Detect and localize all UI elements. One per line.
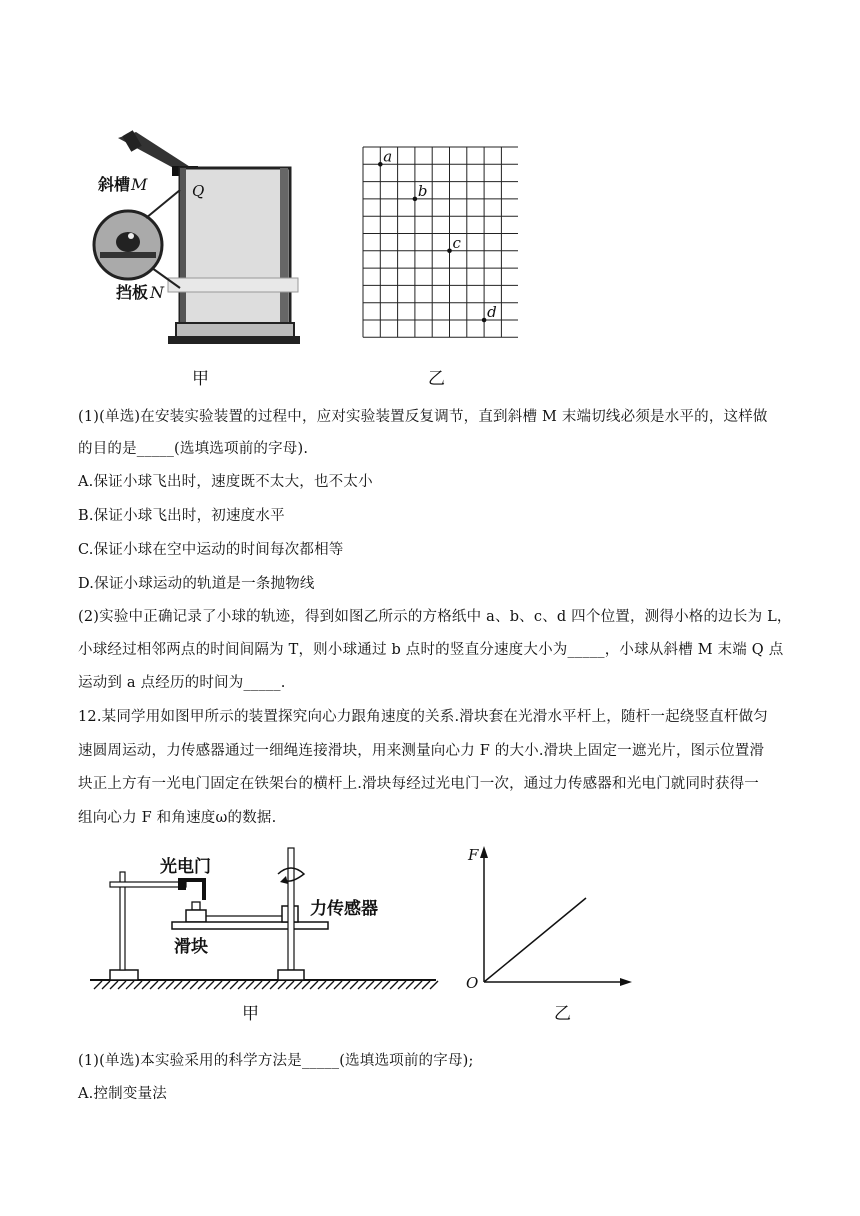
grid-point-c	[447, 249, 452, 254]
figure2-apparatus	[88, 842, 448, 1027]
label-chute: 斜槽	[98, 175, 131, 194]
graph-origin-label: O	[466, 974, 479, 992]
grid-point-d	[482, 318, 487, 323]
q11-part2-line3: 运动到 a 点经历的时间为_____.	[78, 675, 286, 691]
grid-point-label-d: d	[487, 303, 497, 321]
grid-point-label-a: a	[383, 147, 393, 166]
label-board-letter: N	[150, 283, 164, 302]
figure1-grid	[362, 146, 518, 352]
q12-stem-line2: 速圆周运动，力传感器通过一细绳连接滑块，用来测量向心力 F 的大小.滑块上固定一遮光片，图示位置滑	[78, 743, 765, 759]
grid-point-label-b: b	[417, 181, 428, 200]
q12-stem-line4: 组向心力 F 和角速度ω的数据.	[78, 810, 277, 826]
figure2-graph	[460, 842, 640, 1022]
figure1-apparatus	[88, 130, 318, 355]
figure2-caption-left: 甲	[242, 1004, 259, 1024]
figure2-caption-right: 乙	[554, 1004, 571, 1024]
grid-point-a	[378, 162, 383, 167]
q11-part1-line1: (1)(单选)在安装实验装置的过程中，应对实验装置反复调节，直到斜槽 M 末端切线必须是水平的，这样做	[78, 409, 768, 425]
label-chute-letter: M	[131, 175, 148, 194]
q11-option-b: B.保证小球飞出时，初速度水平	[78, 508, 285, 524]
q11-option-d: D.保证小球运动的轨道是一条抛物线	[78, 576, 315, 592]
q11-part1-line2: 的目的是_____(选填选项前的字母).	[78, 441, 309, 457]
graph-axis-y-label: F	[468, 846, 479, 864]
grid-point-label-c: c	[452, 233, 461, 252]
q12-stem-line3: 块正上方有一光电门固定在铁架台的横杆上.滑块每经过光电门一次，通过力传感器和光电门就同时获得一	[78, 776, 760, 792]
label-slider: 滑块	[174, 937, 208, 957]
q12-option-a: A.控制变量法	[78, 1086, 167, 1102]
q11-option-c: C.保证小球在空中运动的时间每次都相等	[78, 542, 344, 558]
figure1-caption-right: 乙	[428, 369, 445, 389]
q11-option-a: A.保证小球飞出时，速度既不太大，也不太小	[78, 474, 373, 490]
grid-point-b	[413, 197, 418, 202]
q11-part2-line1: (2)实验中正确记录了小球的轨迹，得到如图乙所示的方格纸中 a、b、c、d 四个位置，测得小格的边长为 L，	[78, 609, 792, 625]
figure1-caption-left: 甲	[192, 369, 209, 389]
q12-part1: (1)(单选)本实验采用的科学方法是_____(选填选项前的字母);	[78, 1053, 474, 1069]
label-board: 挡板	[116, 283, 149, 302]
q11-part2-line2: 小球经过相邻两点的时间间隔为 T，则小球通过 b 点时的竖直分速度大小为_____，小球从斜槽 M 末端 Q 点	[78, 642, 784, 658]
label-photogate: 光电门	[160, 857, 211, 877]
q12-stem-line1: 12.某同学用如图甲所示的装置探究向心力跟角速度的关系.滑块套在光滑水平杆上，随杆一起绕竖直杆做匀	[78, 709, 768, 725]
label-force-sensor: 力传感器	[310, 899, 378, 919]
label-point-q: Q	[192, 182, 205, 200]
